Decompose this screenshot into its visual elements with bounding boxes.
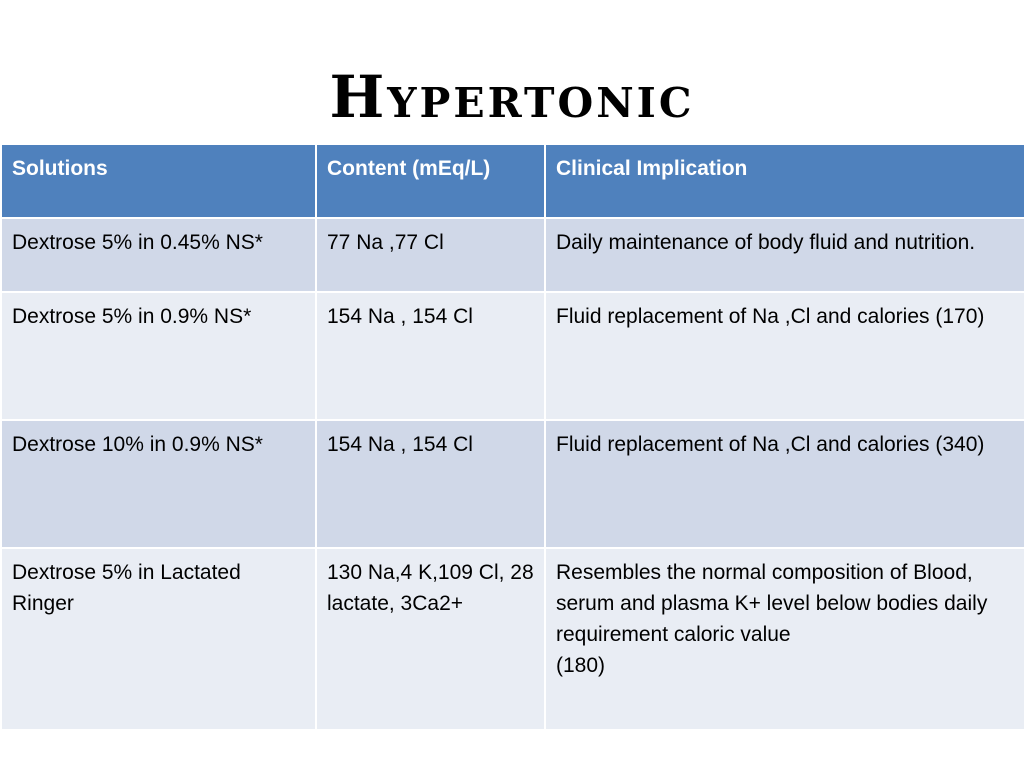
cell-implication: Fluid replacement of Na ,Cl and calories (170): [545, 292, 1024, 420]
cell-implication: Fluid replacement of Na ,Cl and calories (340): [545, 420, 1024, 548]
table-row: [1, 218, 1024, 292]
cell-implication: Daily maintenance of body fluid and nutrition.: [545, 218, 1024, 292]
cell-implication: Resembles the normal composition of Blood, serum and plasma K+ level below bodies daily requirement caloric value (180): [545, 548, 1024, 730]
cell-solution: Dextrose 10% in 0.9% NS*: [1, 420, 316, 548]
table-row: [1, 420, 1024, 548]
fluid-table: [0, 143, 1024, 731]
header-solutions: Solutions: [1, 144, 316, 218]
cell-solution: Dextrose 5% in Lactated Ringer: [1, 548, 316, 730]
table-row: [1, 548, 1024, 730]
header-content: Content (mEq/L): [316, 144, 545, 218]
table-row: [1, 292, 1024, 420]
cell-solution: Dextrose 5% in 0.45% NS*: [1, 218, 316, 292]
table-header-row: [1, 144, 1024, 218]
cell-content: 130 Na,4 K,109 Cl, 28 lactate, 3Ca2+: [316, 548, 545, 730]
cell-content: 154 Na , 154 Cl: [316, 420, 545, 548]
cell-content: 154 Na , 154 Cl: [316, 292, 545, 420]
cell-content: 77 Na ,77 Cl: [316, 218, 545, 292]
header-clinical-implication: Clinical Implication: [545, 144, 1024, 218]
slide-title: Hypertonic: [329, 63, 695, 131]
cell-solution: Dextrose 5% in 0.9% NS*: [1, 292, 316, 420]
